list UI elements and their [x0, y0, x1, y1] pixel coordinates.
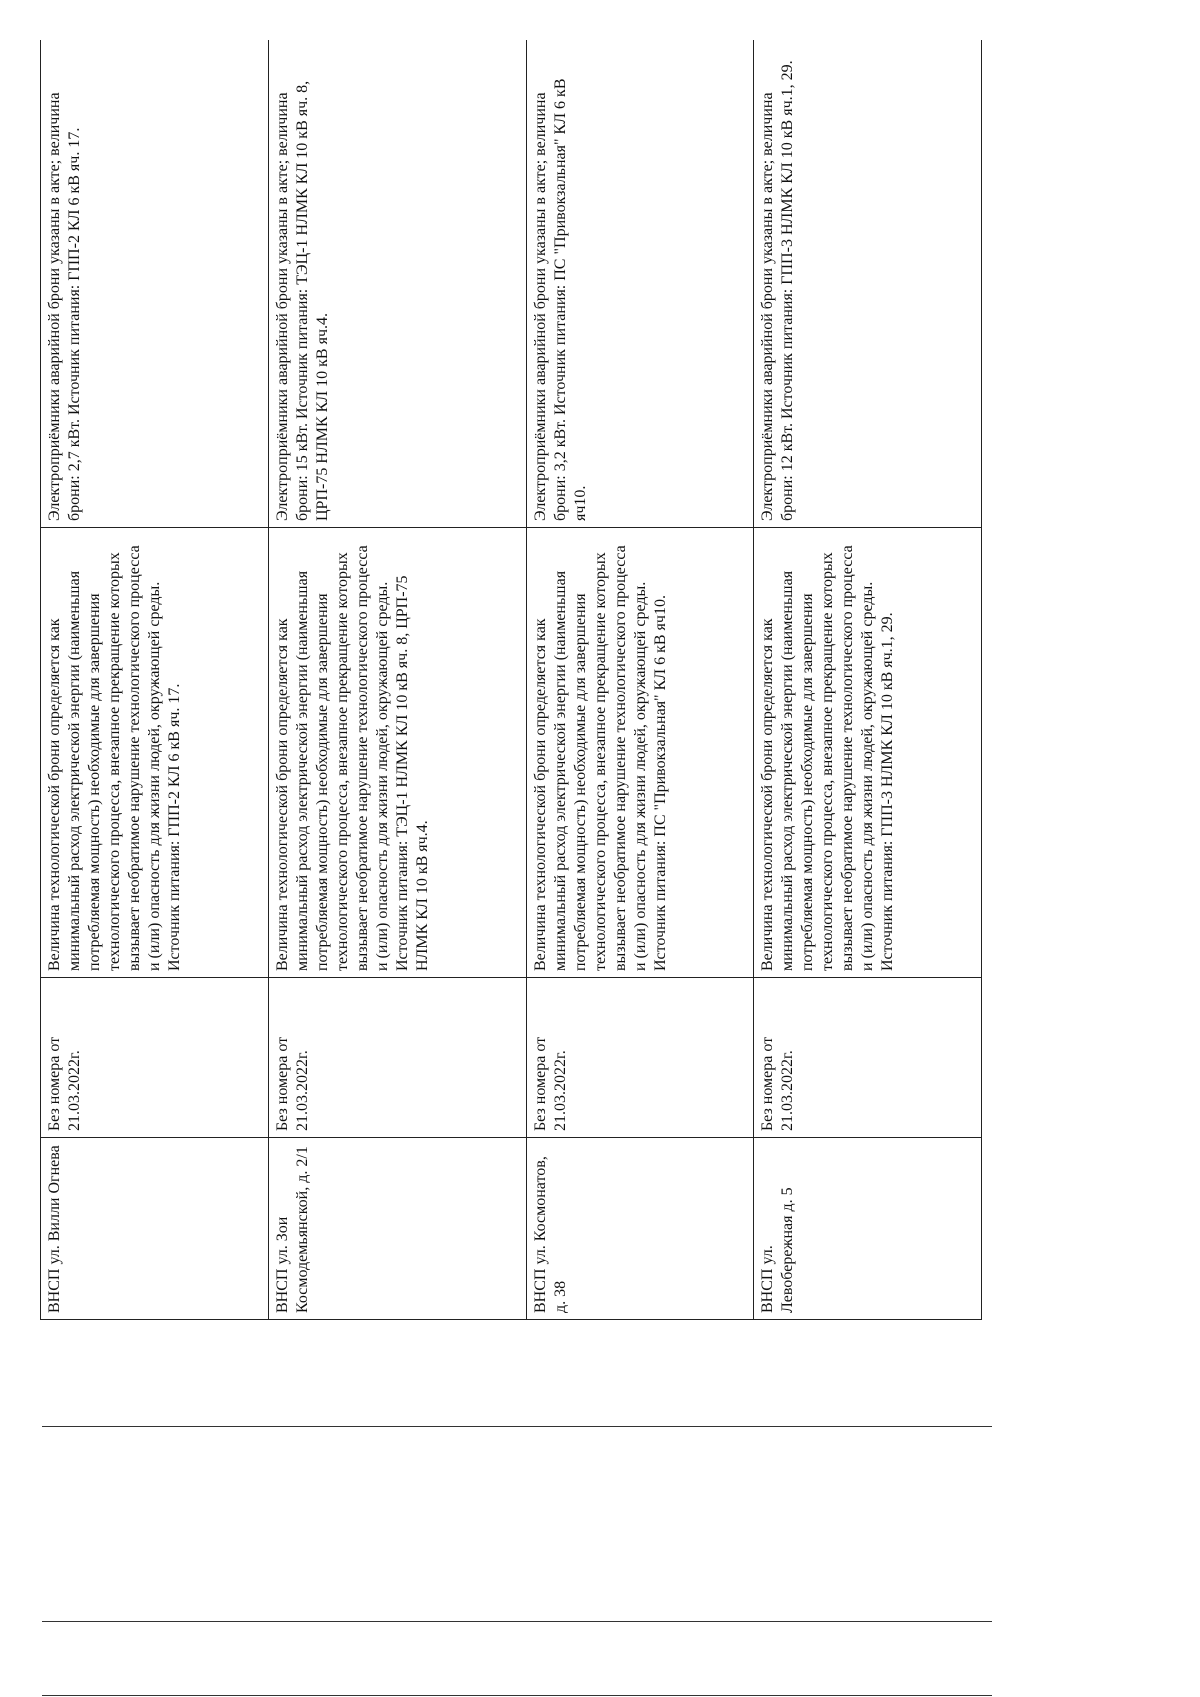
- table-row: [268, 40, 526, 1320]
- emergency-reserve-cell: Электроприёмники аварийной брони указаны в акте; величина брони: 12 кВт. Источник питания: ГПП-3 НЛМК КЛ 10 кВ яч.1, 29.: [754, 40, 982, 528]
- signature-line-top: [42, 1426, 992, 1427]
- signature-line-bottom: [42, 1695, 992, 1696]
- object-cell: ВНСП ул. Зои Космодемьянской, д. 2/1: [268, 1138, 526, 1320]
- act-cell: Без номера от 21.03.2022г.: [41, 978, 269, 1138]
- table-row: [754, 40, 982, 1320]
- tech-reserve-cell: Величина технологической брони определяется как минимальный расход электрической энергии (наименьшая потребляемая мощность) необходимые для завершения технологического процесса, внезапное прекращение которых вызывает необратимое нарушение технологического процесса и (или) опасность для жизни людей, окружающей среды. Источник питания: ГПП-2 КЛ 6 кВ яч. 17.: [41, 528, 269, 978]
- object-cell: ВНСП ул. Левобережная д. 5: [754, 1138, 982, 1320]
- tech-reserve-cell: Величина технологической брони определяется как минимальный расход электрической энергии (наименьшая потребляемая мощность) необходимые для завершения технологического процесса, внезапное прекращение которых вызывает необратимое нарушение технологического процесса и (или) опасность для жизни людей, окружающей среды. Источник питания: ТЭЦ-1 НЛМК КЛ 10 кВ яч. 8, ЦРП-75 НЛМК КЛ 10 кВ яч.4.: [268, 528, 526, 978]
- table-container: [40, 40, 982, 1320]
- act-cell: Без номера от 21.03.2022г.: [754, 978, 982, 1138]
- object-cell: ВНСП ул. Космонатов, д. 38: [526, 1138, 754, 1320]
- emergency-reserve-cell: Электроприёмники аварийной брони указаны в акте; величина брони: 3,2 кВт. Источник питания: ПС "Привокзальная" КЛ 6 кВ яч10.: [526, 40, 754, 528]
- table-row: [526, 40, 754, 1320]
- tech-reserve-cell: Величина технологической брони определяется как минимальный расход электрической энергии (наименьшая потребляемая мощность) необходимые для завершения технологического процесса, внезапное прекращение которых вызывает необратимое нарушение технологического процесса и (или) опасность для жизни людей, окружающей среды. Источник питания: ГПП-3 НЛМК КЛ 10 кВ яч.1, 29.: [754, 528, 982, 978]
- act-cell: Без номера от 21.03.2022г.: [526, 978, 754, 1138]
- reserve-table: [40, 40, 982, 1320]
- tech-reserve-cell: Величина технологической брони определяется как минимальный расход электрической энергии (наименьшая потребляемая мощность) необходимые для завершения технологического процесса, внезапное прекращение которых вызывает необратимое нарушение технологического процесса и (или) опасность для жизни людей, окружающей среды. Источник питания: ПС "Привокзальная" КЛ 6 кВ яч10.: [526, 528, 754, 978]
- emergency-reserve-cell: Электроприёмники аварийной брони указаны в акте; величина брони: 2,7 кВт. Источник питания: ГПП-2 КЛ 6 кВ яч. 17.: [41, 40, 269, 528]
- rotated-table-frame: [40, 40, 982, 1320]
- signature-line-middle: [42, 1621, 992, 1622]
- emergency-reserve-cell: Электроприёмники аварийной брони указаны в акте; величина брони: 15 кВт. Источник питания: ТЭЦ-1 НЛМК КЛ 10 кВ яч. 8, ЦРП-75 НЛМК КЛ 10 кВ яч.4.: [268, 40, 526, 528]
- act-cell: Без номера от 21.03.2022г.: [268, 978, 526, 1138]
- object-cell: ВНСП ул. Вилли Огнева: [41, 1138, 269, 1320]
- table-row: [41, 40, 269, 1320]
